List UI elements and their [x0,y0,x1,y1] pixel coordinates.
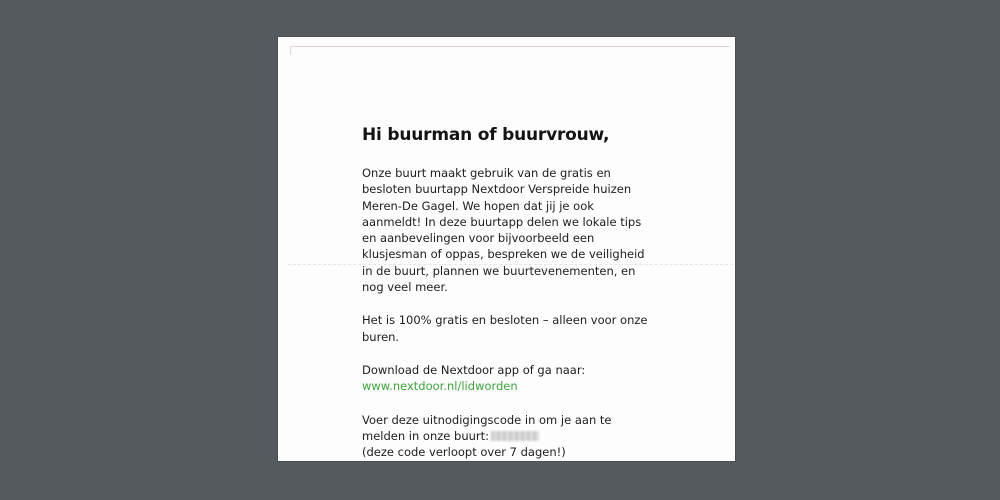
download-text: Download de Nextdoor app of ga naar: [362,362,586,377]
invite-code-intro: Voer deze uitnodigingscode in om je aan te melden in onze buurt: [362,412,612,443]
paper-fold-mark [290,46,291,55]
intro-paragraph: Onze buurt maakt gebruik van de gratis en besloten buurtapp Nextdoor Verspreide huizen Meren-De Gagel. We hopen dat jij je ook aanmeldt! In deze buurtapp delen we lokale tips en aanbevelingen voor bijvoorbeeld een klusjesman of oppas, bespreken we de veiligheid in de buurt, plannen we buurtevenementen, en nog veel meer. [362,166,645,295]
letter-body [362,123,652,477]
greeting-heading: Hi buurman of buurvrouw, [362,125,610,145]
free-private-paragraph: Het is 100% gratis en besloten – alleen voor onze buren. [362,313,648,344]
code-expiry-note: (deze code verloopt over 7 dagen!) [362,445,566,460]
invite-code-paragraph [362,412,652,461]
redacted-invite-code [491,431,539,441]
invitation-letter [278,37,735,461]
paper-fold-line [290,46,730,47]
download-paragraph [362,362,652,395]
signup-link[interactable]: www.nextdoor.nl/lidworden [362,379,518,394]
